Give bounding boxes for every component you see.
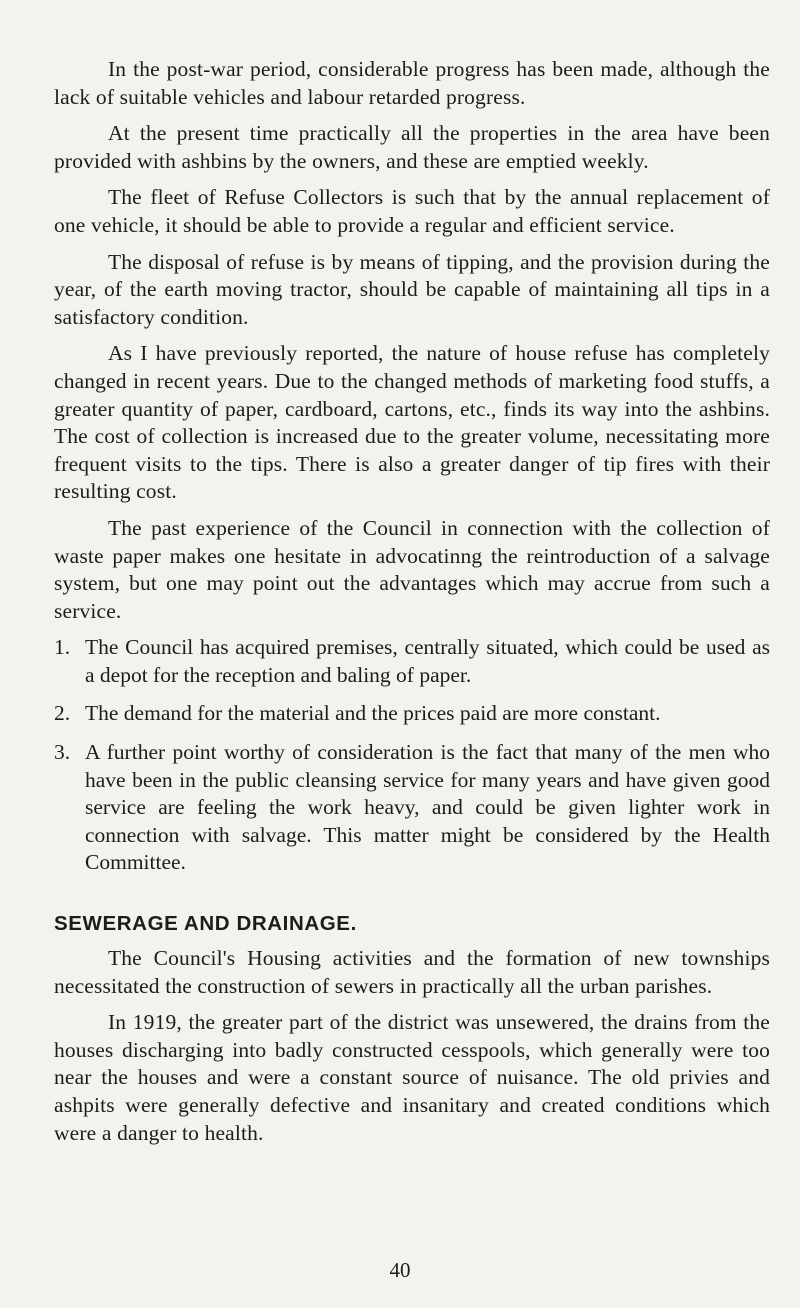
paragraph: At the present time practically all the properties in the area have been provided with ashbins by the owners, and these are emptied weekly.: [54, 121, 770, 173]
paragraph: In the post-war period, considerable progress has been made, although the lack of suitable vehicles and labour retarded progress.: [54, 57, 770, 109]
list-item: [54, 634, 770, 689]
list-item-text: The demand for the material and the prices paid are more constant.: [85, 701, 661, 726]
list-item-number: 2.: [54, 701, 71, 726]
paragraph: The fleet of Refuse Collectors is such that by the annual replacement of one vehicle, it should be able to provide a regular and efficient service.: [54, 185, 770, 237]
paragraph: In 1919, the greater part of the district was unsewered, the drains from the houses discharging into badly constructed cesspools, which generally were too near the houses and were a constant source of nuisance. The old privies and ashpits were generally defective and insanitary and created conditions which were a danger to health.: [54, 1010, 770, 1145]
list-item-text: The Council has acquired premises, centrally situated, which could be used as a depot for the reception and baling of paper.: [85, 635, 770, 687]
list-item: [54, 739, 770, 877]
page-body: [54, 56, 770, 1156]
list-item-number: 3.: [54, 740, 71, 765]
paragraph: The Council's Housing activities and the formation of new townships necessitated the construction of sewers in practically all the urban parishes.: [54, 946, 770, 998]
numbered-list: [54, 634, 770, 877]
page-number: 40: [389, 1258, 411, 1282]
paragraph: The past experience of the Council in connection with the collection of waste paper makes one hesitate in advocatinng the reintroduction of a salvage system, but one may point out the advantages which may accrue from such a service.: [54, 515, 770, 623]
paragraph: The disposal of refuse is by means of tipping, and the provision during the year, of the earth moving tractor, should be capable of maintaining all tips in a satisfactory condition.: [54, 249, 770, 329]
section-heading: SEWERAGE AND DRAINAGE.: [54, 912, 357, 936]
list-item-number: 1.: [54, 635, 71, 660]
paragraph: As I have previously reported, the nature of house refuse has completely changed in recent years. Due to the changed methods of marketing food stuffs, a greater quantity of paper, cardboard, cartons, etc., finds its way into the ashbins. The cost of collection is increased due to the greater volume, necessitating more frequent visits to the tips. There is also a greater danger of tip fires with their resulting cost.: [54, 341, 770, 504]
list-item-text: A further point worthy of consideration is the fact that many of the men who have been in the public cleansing service for many years and have given good service are feeling the work heavy, and could be given lighter work in connection with salvage. This matter might be considered by the Health Committee.: [85, 740, 770, 875]
list-item: [54, 700, 770, 728]
